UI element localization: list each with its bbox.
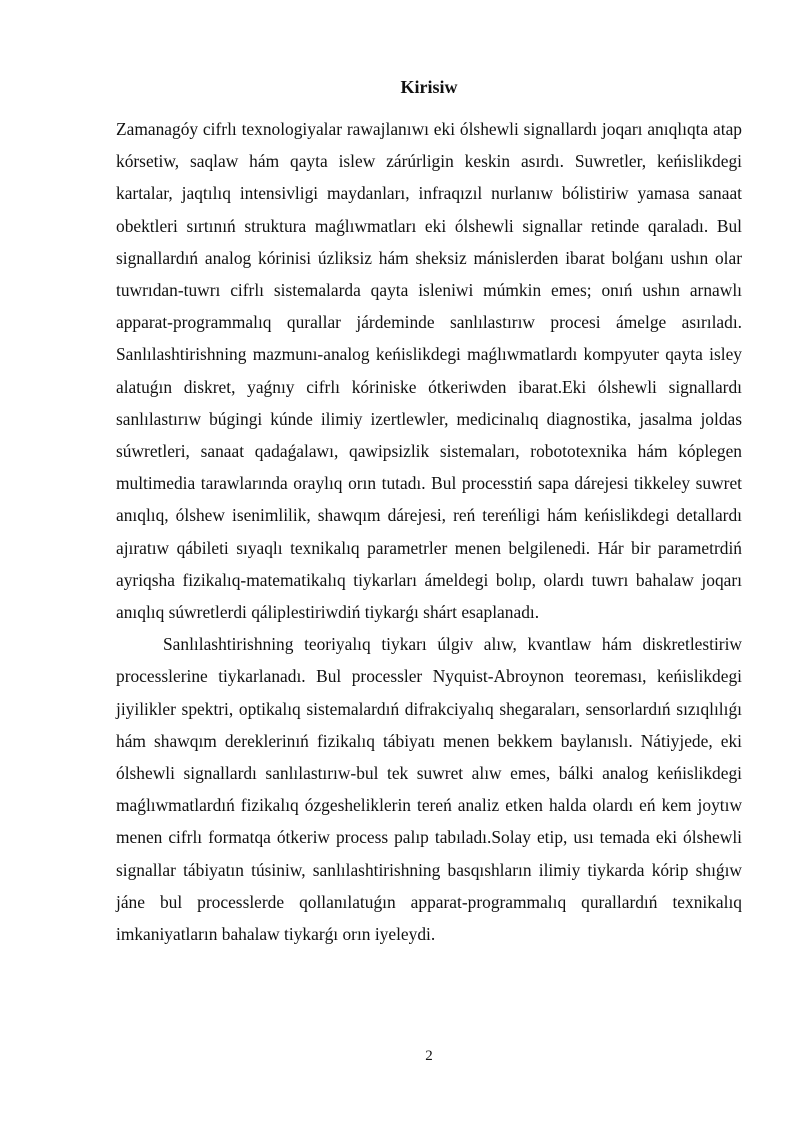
paragraph-1: Zamanagóy cifrlı texnologiyalar rawajlanıwı eki ólshewli signallardı joqarı anıqlıqta atap kórsetiw, saqlaw hám qayta islew zárúrligin keskin asırdı. Suwretler, keńislikdegi kartalar, jaqtılıq intensivligi maydanları, infraqızıl nurlanıw bólistiriw yamasa sanaat obektleri sırtınıń struktura maǵlıwmatları eki ólshewli signallar retinde qaraladı. Bul signallardıń analog kórinisi úzliksiz hám sheksiz mánislerden ibarat bolǵanı ushın olar tuwrıdan-tuwrı cifrlı sistemalarda qayta isleniwi múmkin emes; onıń ushın arnawlı apparat-programmalıq qurallar járdeminde sanlılastırıw procesi ámelge asırıladı. Sanlılashtirishning mazmunı-analog keńislikdegi maǵlıwmatlardı kompyuter qayta isley alatuǵın diskret, yaǵnıy cifrlı kóriniske ótkeriwden ibarat.Eki ólshewli signallardı sanlılastırıw búgingi kúnde ilimiy izertlewler, medicinalıq diagnostika, jasalma joldas súwretleri, sanaat qadaǵalawı, qawipsizlik sistemaları, robototexnika hám kóplegen multimedia tarawlarında oraylıq orın tutadı. Bul processtiń sapa dárejesi tikkeley suwret anıqlıq, ólshew isenimlilik, shawqım dárejesi, reń tereńligi hám keńislikdegi detallardı ajıratıw qábileti sıyaqlı texnikalıq parametrler menen belgilenedi. Hár bir parametrdiń ayriqsha fizikalıq-matematikalıq tiykarları ámeldegi bolıp, olardı tuwrı bahalaw joqarı anıqlıq súwretlerdi qáliplestiriwdiń tiykarǵı shárt esaplanadı.: [116, 119, 742, 623]
paragraph-2: Sanlılashtirishning teoriyalıq tiykarı úlgiv alıw, kvantlaw hám diskretlestiriw processlerine tiykarlanadı. Bul processler Nyquist-Abroynon teoreması, keńislikdegi jiyilikler spektri, optikalıq sistemalardıń difrakciyalıq shegaraları, sensorlardıń sızıqlılıǵı hám shawqım dereklerinıń fizikalıq tábiyatı menen bekkem baylanıslı. Nátiyjede, eki ólshewli signallardı sanlılastırıw-bul tek suwret alıw emes, bálki analog keńislikdegi maǵlıwmatlardıń fizikalıq ózgesheliklerin tereń analiz etken halda olardı eń kem joytıw menen cifrlı formatqa ótkeriw process palıp tabıladı.Solay etip, usı temada eki ólshewli signallar tábiyatın túsiniw, sanlılashtirishning basqıshların ilimiy tiykarda kórip shıǵıw jáne bul processlerde qollanılatuǵın apparat-programmalıq qurallardıń texnikalıq imkaniyatların bahalaw tiykarǵı orın iyeleydi.: [116, 634, 742, 945]
page-title: Kirisiw: [400, 77, 458, 97]
page-number: 2: [425, 1048, 433, 1064]
body-text: [116, 113, 742, 950]
